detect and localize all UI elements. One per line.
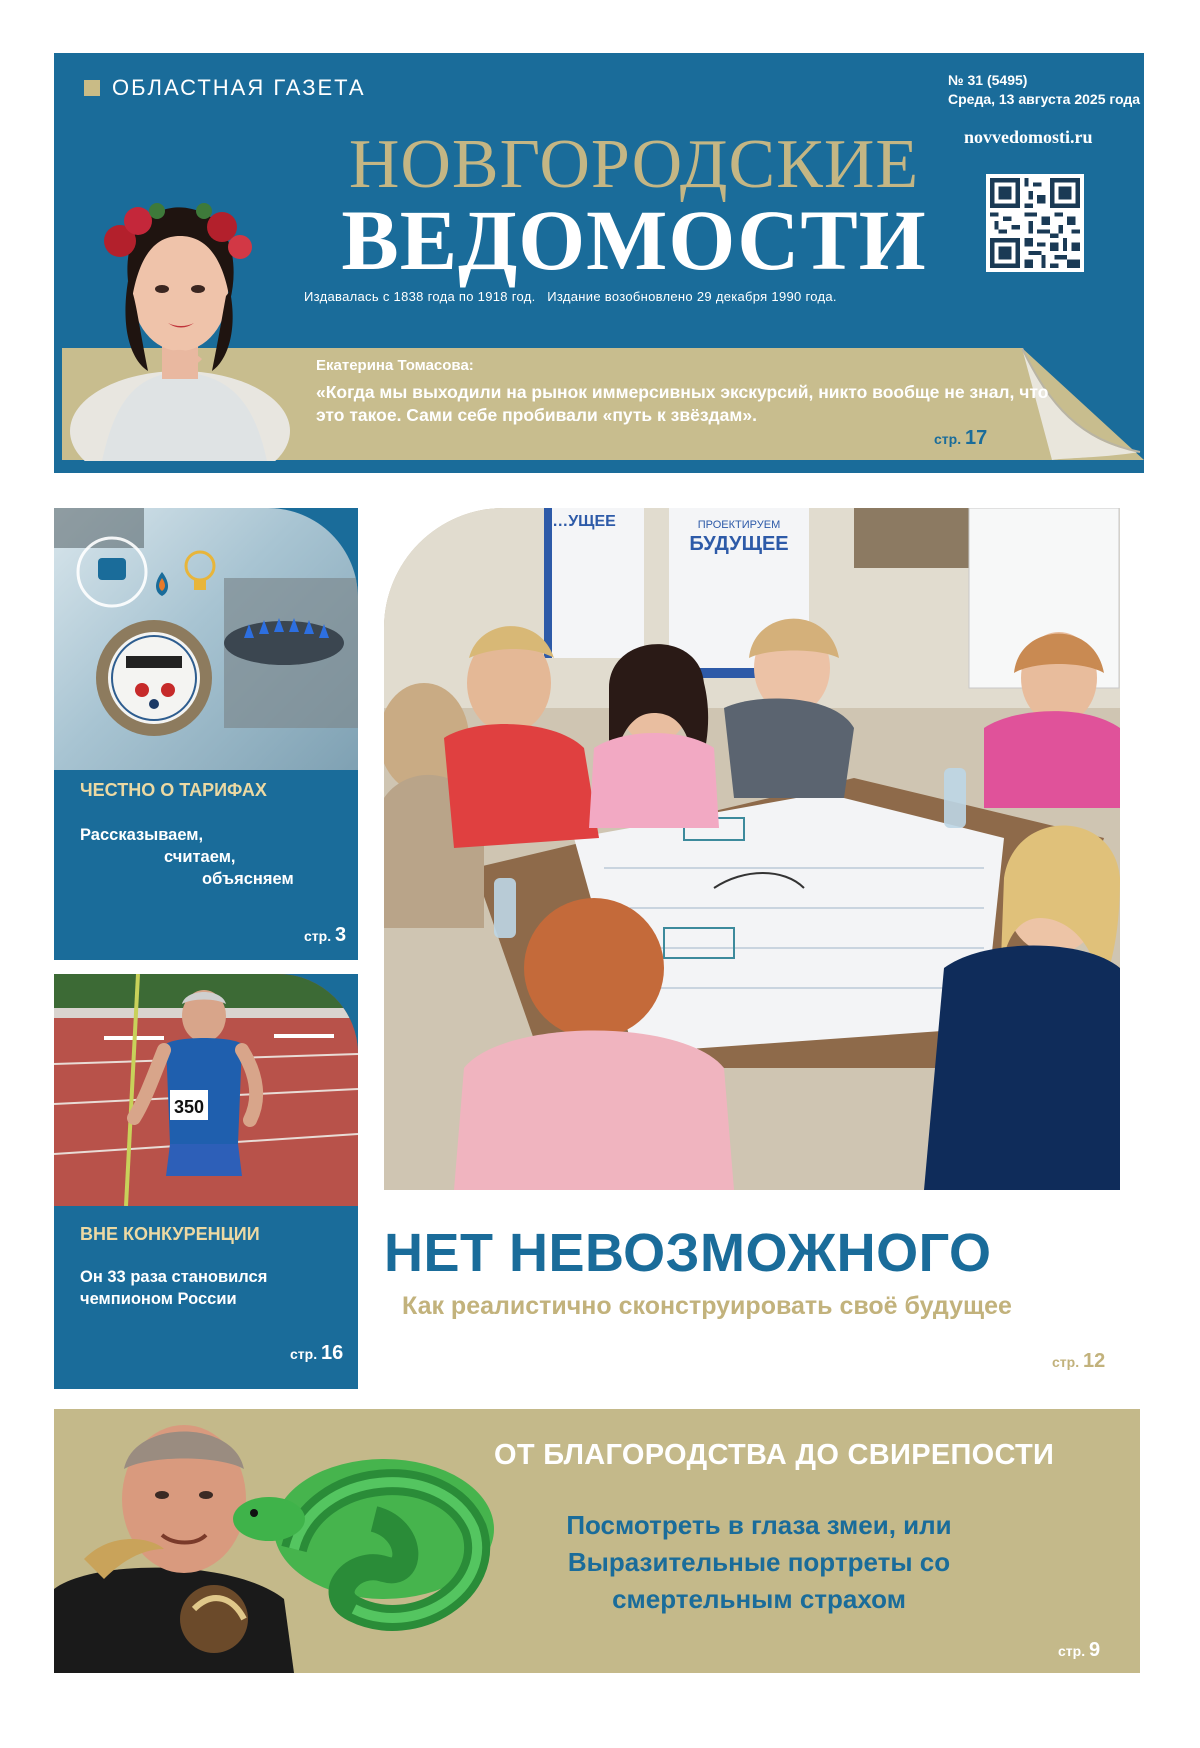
website-link[interactable]: novvedomosti.ru: [964, 127, 1093, 147]
man-with-snakes-photo: [54, 1409, 494, 1673]
photo-banner-text: ПРОЕКТИРУЕМ: [697, 519, 781, 531]
teaser-tariffs[interactable]: [54, 508, 358, 960]
banner-heading: ОТ БЛАГОРОДСТВА ДО СВИРЕПОСТИ: [494, 1439, 1055, 1471]
photo-banner-text: …УЩЕЕ: [552, 513, 616, 530]
newspaper-title-line2: ВЕДОМОСТИ: [341, 192, 927, 288]
quote-page-ref[interactable]: стр. 17: [934, 427, 988, 449]
banner-text: Посмотреть в глаза змеи, или Выразительные портреты со смертельным страхом: [566, 1510, 952, 1614]
issue-date: Среда, 13 августа 2025 года: [948, 91, 1141, 107]
newspaper-title-line1: НОВГОРОДСКИЕ: [348, 126, 920, 203]
ekaterina-tomasova-portrait: [62, 181, 302, 461]
square-bullet-icon: [84, 80, 100, 96]
teaser-page-ref[interactable]: стр. 16: [290, 1342, 344, 1364]
teaser-line: считаем,: [164, 848, 236, 866]
issue-info: [948, 71, 1140, 109]
main-subheadline: Как реалистично сконструировать своё будущее: [402, 1292, 1012, 1320]
banner-page-ref[interactable]: стр. 9: [1058, 1639, 1101, 1661]
photo-banner-text: БУДУЩЕЕ: [689, 533, 789, 555]
quote-text: «Когда мы выходили на рынок иммерсивных экскурсий, никто вообще не знал, что это такое. Сами себе пробивали «путь к звёздам».: [316, 382, 1049, 425]
teaser-line: Рассказываем,: [80, 826, 204, 844]
publication-history: Издавалась с 1838 года по 1918 год. Издание возобновлено 29 декабря 1990 года.: [304, 289, 837, 304]
masthead: [54, 53, 1144, 473]
snake-story-banner[interactable]: [54, 1409, 1140, 1673]
qr-code-icon[interactable]: [986, 174, 1084, 272]
teaser-heading: ЧЕСТНО О ТАРИФАХ: [80, 780, 267, 800]
tariffs-illustration: [54, 508, 358, 770]
main-headline[interactable]: НЕТ НЕВОЗМОЖНОГО: [384, 1223, 992, 1283]
main-page-ref[interactable]: стр. 12: [1052, 1350, 1106, 1372]
issue-number: № 31 (5495): [948, 72, 1028, 88]
teaser-champion[interactable]: [54, 974, 358, 1389]
regional-newspaper-label: ОБЛАСТНАЯ ГАЗЕТА: [84, 75, 366, 101]
javelin-athlete-photo: [54, 974, 358, 1206]
teaser-heading: ВНЕ КОНКУРЕНЦИИ: [80, 1224, 260, 1244]
main-story-photo: [384, 508, 1120, 1190]
quote-author: Екатерина Томасова:: [316, 357, 474, 374]
teaser-line: объясняем: [202, 870, 294, 888]
teaser-body: Он 33 раза становился чемпионом России: [80, 1268, 268, 1308]
bib-number: 350: [173, 1097, 205, 1117]
teaser-page-ref[interactable]: стр. 3: [304, 924, 347, 946]
